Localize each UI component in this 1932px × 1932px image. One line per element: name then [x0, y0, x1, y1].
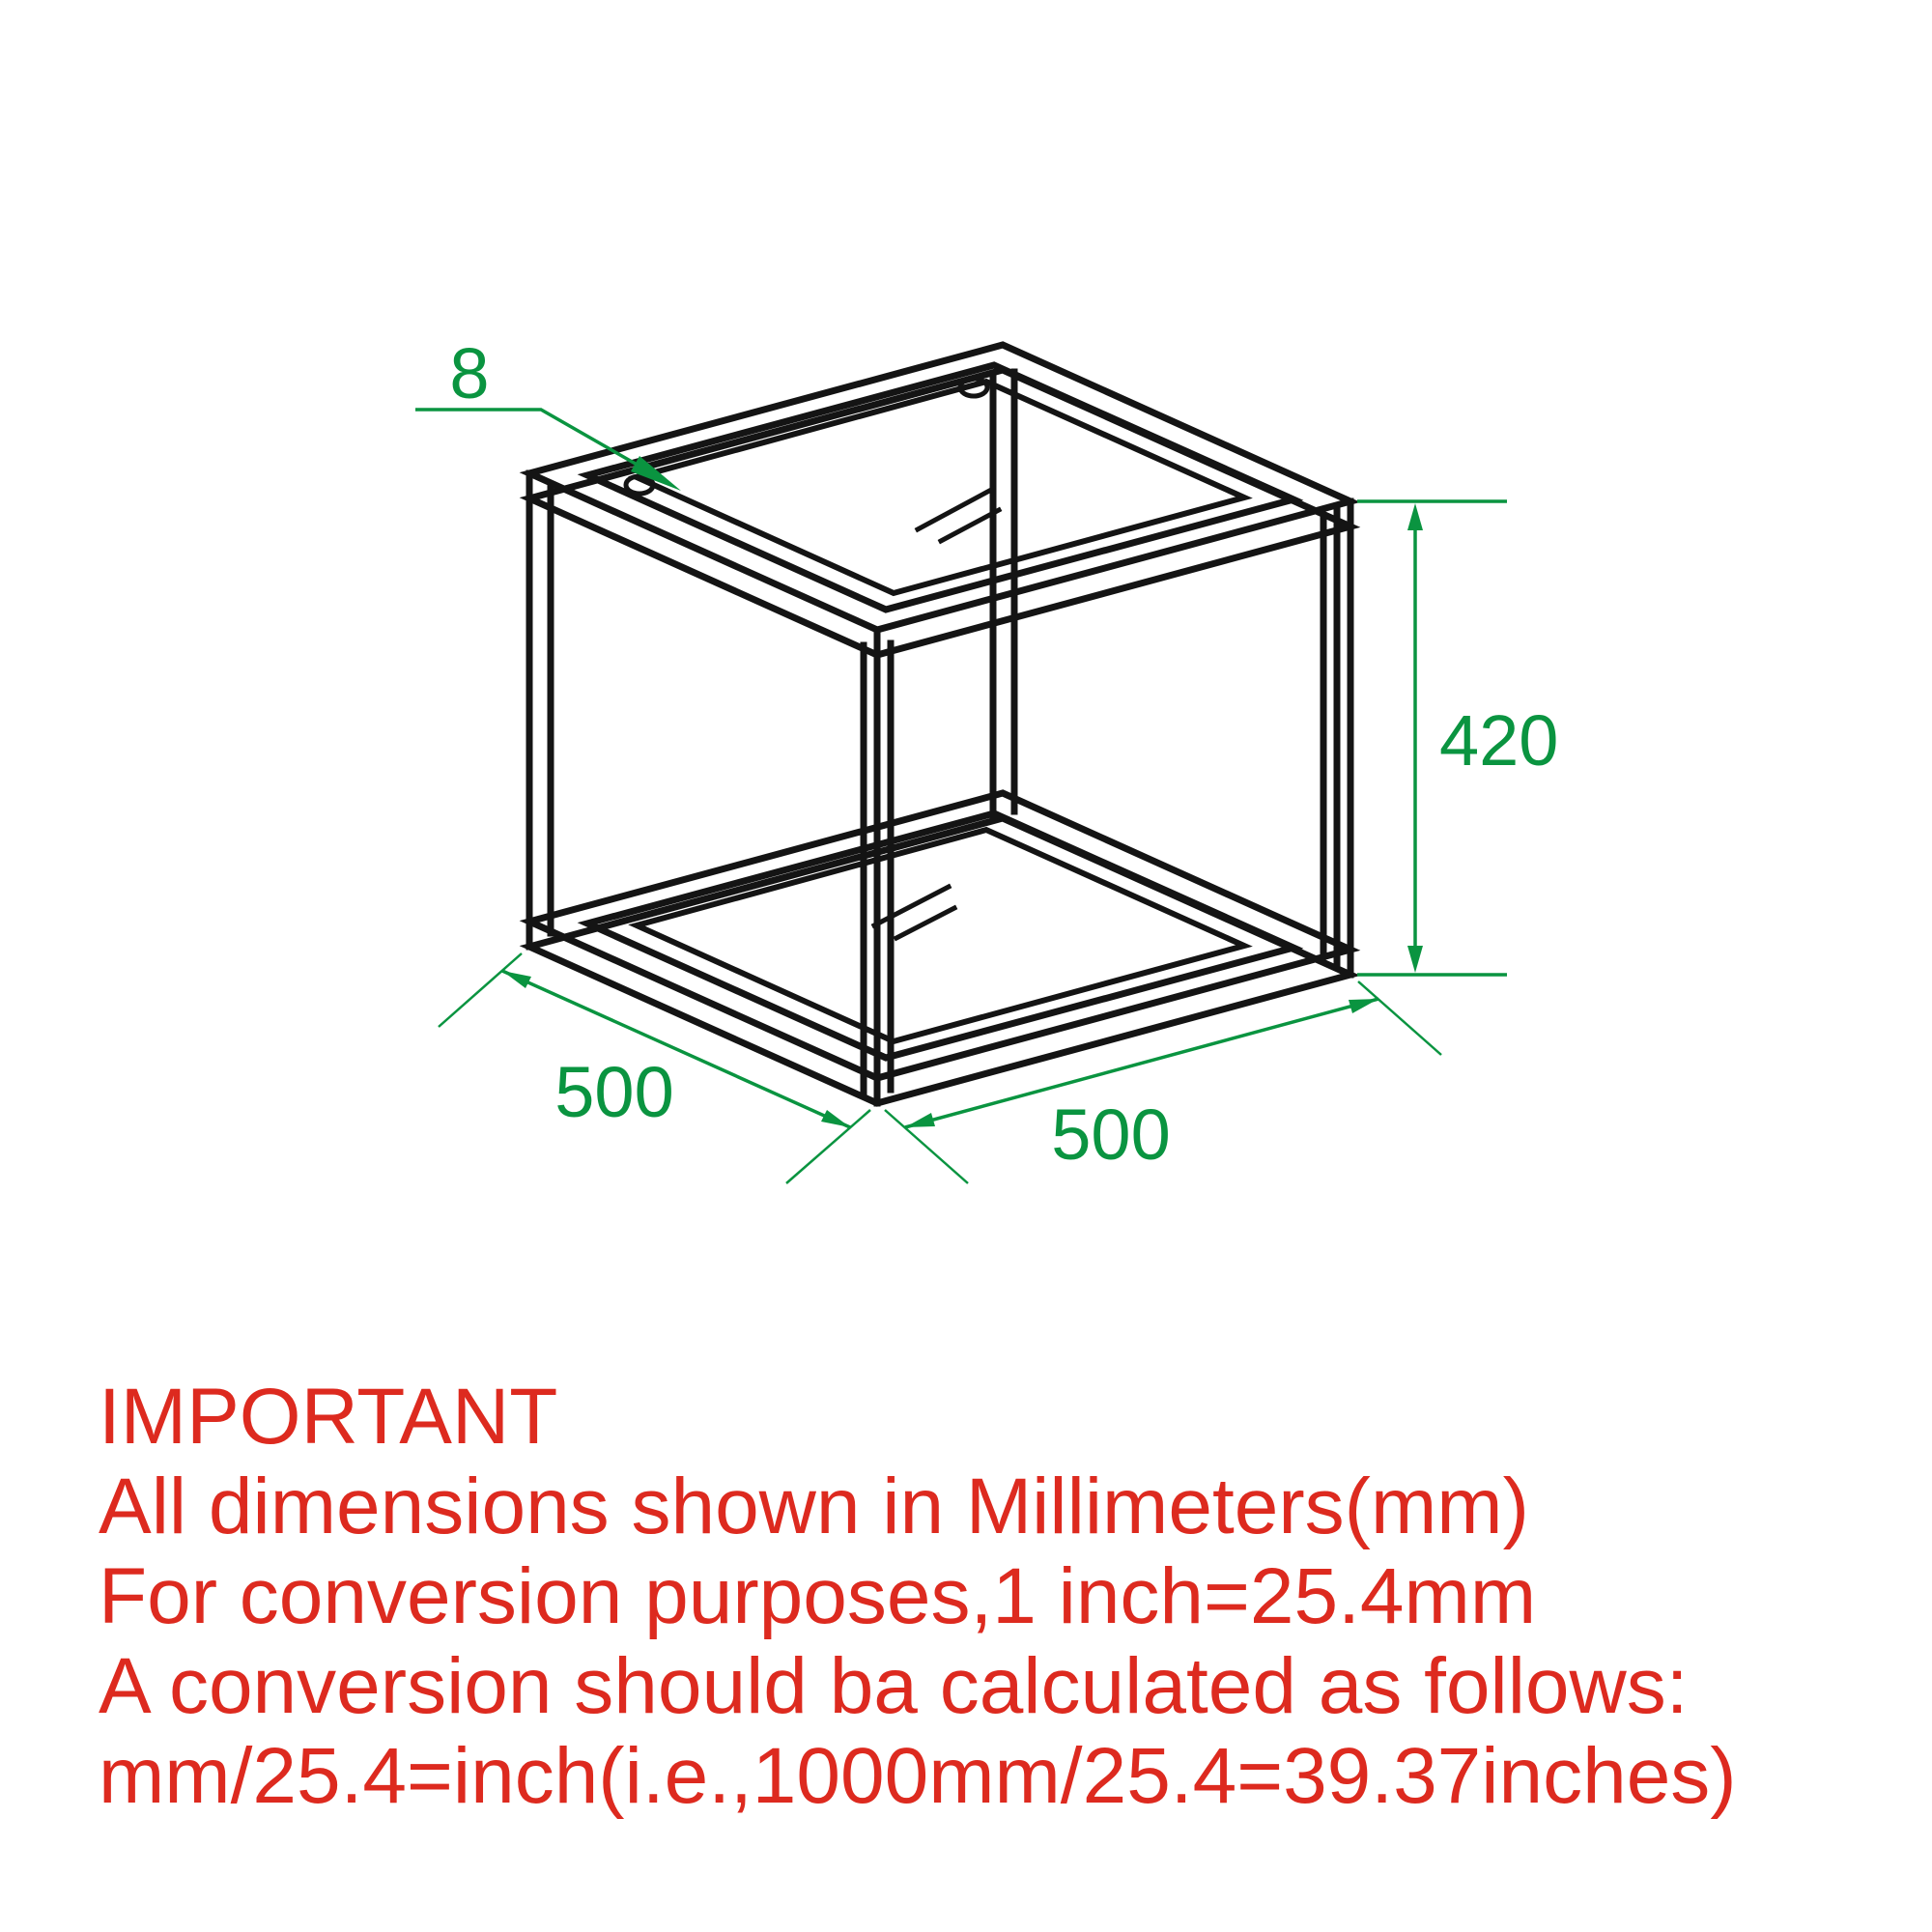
- frame-lines: [529, 345, 1350, 1103]
- shelf-glass-reflection-mark: [874, 887, 949, 925]
- note-line-conversion-example: mm/25.4=inch(i.e.,1000mm/25.4=39.37inches): [99, 1732, 1737, 1820]
- glass-thickness-label: 8: [449, 333, 490, 413]
- note-line-conversion-factor: For conversion purposes,1 inch=25.4mm: [99, 1552, 1537, 1640]
- dimension-arrowheads: [502, 456, 1423, 1127]
- height-arrowhead-up-icon: [1407, 503, 1423, 530]
- notes-heading: IMPORTANT: [99, 1373, 558, 1461]
- note-line-conversion-method: A conversion should ba calculated as follows:: [99, 1642, 1689, 1730]
- note-line-units: All dimensions shown in Millimeters(mm): [99, 1463, 1529, 1550]
- depth-label: 500: [554, 1052, 674, 1132]
- width-extension-line-right: [1358, 981, 1441, 1055]
- depth-extension-line-left: [439, 953, 522, 1027]
- width-arrowhead-left-icon: [905, 1113, 935, 1127]
- top-glass-reflection-mark: [918, 489, 993, 529]
- width-label: 500: [1051, 1094, 1171, 1175]
- important-notes-block: [99, 1372, 1924, 1821]
- width-arrowhead-right-icon: [1349, 999, 1378, 1013]
- depth-arrowhead-right-icon: [821, 1110, 850, 1127]
- height-arrowhead-down-icon: [1407, 946, 1423, 973]
- shelf-glass-reflection-mark: [896, 908, 954, 938]
- glass-thickness-leader-line: [415, 410, 640, 467]
- height-label: 420: [1439, 700, 1559, 781]
- depth-arrowhead-left-icon: [502, 971, 531, 988]
